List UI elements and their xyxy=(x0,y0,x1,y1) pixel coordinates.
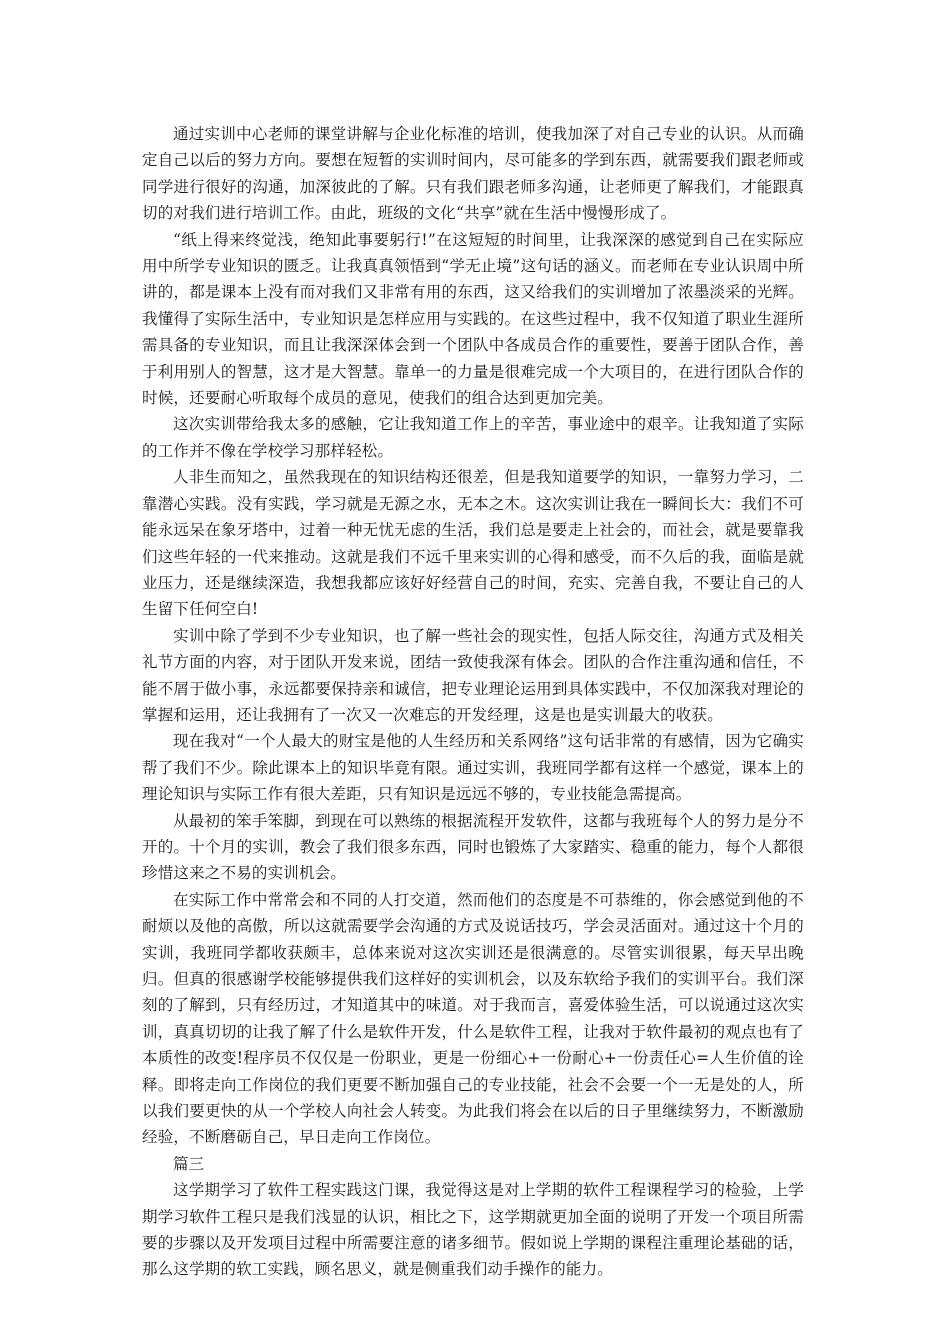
paragraph: 人非生而知之，虽然我现在的知识结构还很差，但是我知道要学的知识，一靠努力学习，二靠潜心实践。没有实践，学习就是无源之水，无本之木。这次实训让我在一瞬间长大：我们不可能永远呆在象牙塔中，过着一种无忧无虑的生活，我们总是要走上社会的，而社会，就是要靠我们这些年轻的一代来推动。这就是我们不远千里来实训的心得和感受，而不久后的我，面临是就业压力，还是继续深造，我想我都应该好好经营自己的时间，充实、完善自我，不要让自己的人生留下任何空白! xyxy=(142,468,804,619)
paragraph: 现在我对“一个人最大的财宝是他的人生经历和关系网络”这句话非常的有感情，因为它确实帮了我们不少。除此课本上的知识毕竟有限。通过实训，我班同学都有这样一个感觉，课本上的理论知识与实际工作有很大差距，只有知识是远远不够的，专业技能急需提高。 xyxy=(142,732,804,804)
paragraph: 这次实训带给我太多的感触，它让我知道工作上的辛苦，事业途中的艰辛。让我知道了实际的工作并不像在学校学习那样轻松。 xyxy=(142,415,804,460)
section-heading: 篇三 xyxy=(173,1154,205,1173)
paragraph: 这学期学习了软件工程实践这门课，我觉得这是对上学期的软件工程课程学习的检验，上学期学习软件工程只是我们浅显的认识，相比之下，这学期就更加全面的说明了开发一个项目所需要的步骤以及开发项目过程中所需要注意的诸多细节。假如说上学期的课程注重理论基础的话，那么这学期的软工实践，顾名思义，就是侧重我们动手操作的能力。 xyxy=(142,1181,804,1279)
paragraph: 从最初的笨手笨脚，到现在可以熟练的根据流程开发软件，这都与我班每个人的努力是分不开的。十个月的实训，教会了我们很多东西，同时也锻炼了大家踏实、稳重的能力，每个人都很珍惜这来之不易的实训机会。 xyxy=(142,811,804,883)
paragraph: 通过实训中心老师的课堂讲解与企业化标准的培训，使我加深了对自己专业的认识。从而确定自己以后的努力方向。要想在短暂的实训时间内，尽可能多的学到东西，就需要我们跟老师或同学进行很好的沟通，加深彼此的了解。只有我们跟老师多沟通，让老师更了解我们，才能跟真切的对我们进行培训工作。由此，班级的文化“共享”就在生活中慢慢形成了。 xyxy=(142,125,804,223)
document-page xyxy=(142,121,804,1283)
paragraph: “纸上得来终觉浅，绝知此事要躬行!”在这短短的时间里，让我深深的感觉到自己在实际应用中所学专业知识的匮乏。让我真真领悟到“学无止境”这句话的涵义。而老师在专业认识周中所讲的，都是课本上没有而对我们又非常有用的东西，这又给我们的实训增加了浓墨淡采的光辉。我懂得了实际生活中，专业知识是怎样应用与实践的。在这些过程中，我不仅知道了职业生涯所需具备的专业知识，而且让我深深体会到一个团队中各成员合作的重要性，要善于团队合作，善于利用别人的智慧，这才是大智慧。靠单一的力量是很难完成一个大项目的，在进行团队合作的时候，还要耐心听取每个成员的意见，使我们的组合达到更加完美。 xyxy=(142,230,804,408)
paragraph: 实训中除了学到不少专业知识，也了解一些社会的现实性，包括人际交往，沟通方式及相关礼节方面的内容，对于团队开发来说，团结一致使我深有体会。团队的合作注重沟通和信任，不能不屑于做小事，永远都要保持亲和诚信，把专业理论运用到具体实践中，不仅加深我对理论的掌握和运用，还让我拥有了一次又一次难忘的开发经理，这是也是实训最大的收获。 xyxy=(142,626,804,724)
paragraph: 在实际工作中常常会和不同的人打交道，然而他们的态度是不可恭维的，你会感觉到他的不耐烦以及他的高傲，所以这就需要学会沟通的方式及说话技巧，学会灵活面对。通过这十个月的实训，我班同学都收获颇丰，总体来说对这次实训还是很满意的。尽管实训很累，每天早出晚归。但真的很感谢学校能够提供我们这样好的实训机会，以及东软给予我们的实训平台。我们深刻的了解到，只有经历过，才知道其中的味道。对于我而言，喜爱体验生活，可以说通过这次实训，真真切切的让我了解了什么是软件开发，什么是软件工程，让我对于软件最初的观点也有了本质性的改变!程序员不仅仅是一份职业，更是一份细心+一份耐心+一份责任心=人生价值的诠释。即将走向工作岗位的我们更要不断加强自己的专业技能，社会不会要一个一无是处的人，所以我们要更快的从一个学校人向社会人转变。为此我们将会在以后的日子里继续努力，不断激励经验，不断磨砺自己，早日走向工作岗位。 xyxy=(142,890,804,1147)
